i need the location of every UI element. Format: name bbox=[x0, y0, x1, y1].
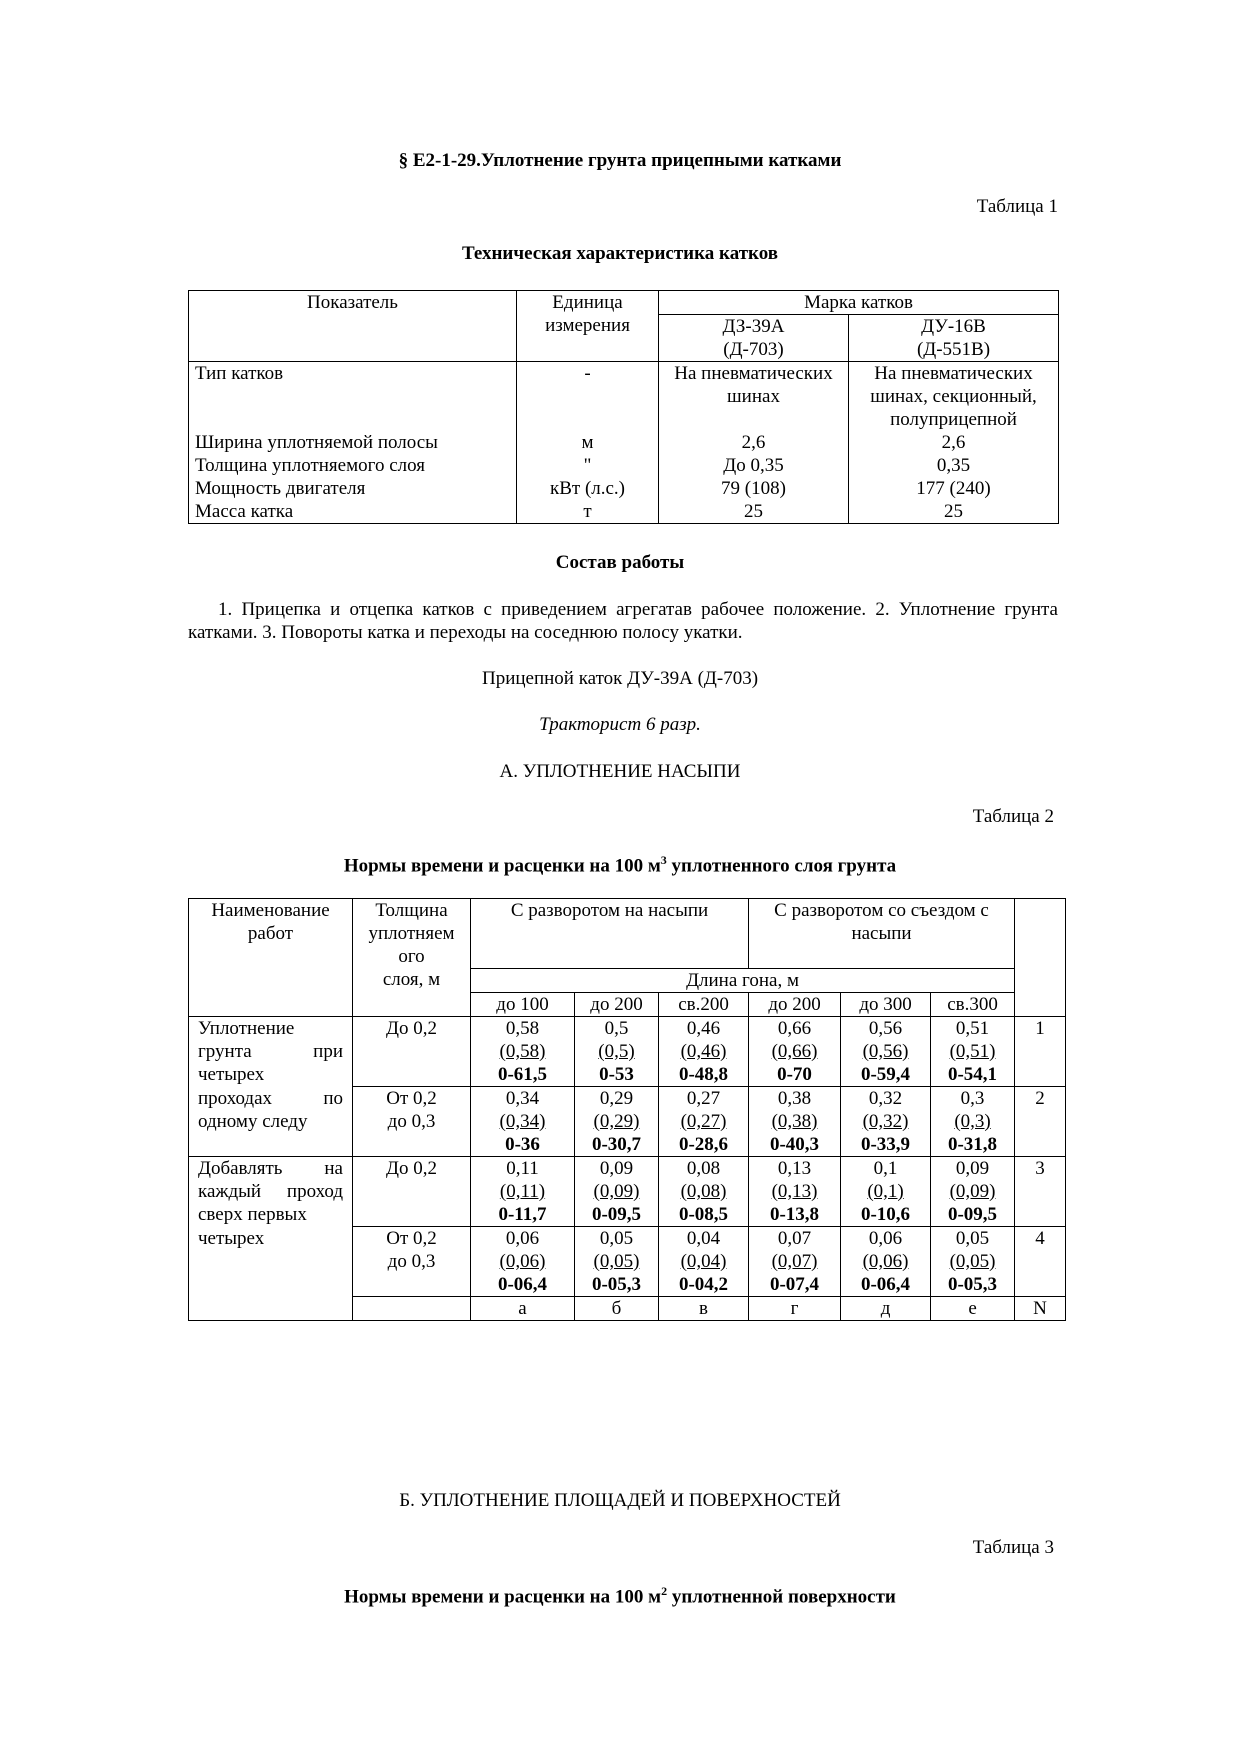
table-row: Ширина уплотняемой полосы м 2,6 2,6 bbox=[189, 431, 1059, 454]
norm-cell: 0,32 (0,32) 0-33,9 bbox=[841, 1087, 931, 1157]
norm-cell: 0,56 (0,56) 0-59,4 bbox=[841, 1017, 931, 1087]
norm-cell: 0,3 (0,3) 0-31,8 bbox=[931, 1087, 1015, 1157]
table-row bbox=[189, 1017, 1066, 1087]
work-description: 1. Прицепка и отцепка катков с приведением агрегатав рабочее положение. 2. Уплотнение грунта катками. 3. Повороты катка и переходы на соседнюю полосу укатки. bbox=[188, 599, 1058, 643]
table2-title: Нормы времени и расценки на 100 $м^3$ уплотненного слоя грунта bbox=[343, 853, 897, 877]
work-title: Состав работы bbox=[555, 552, 685, 573]
table-row bbox=[189, 1227, 1066, 1297]
col-letter: е bbox=[931, 1297, 1015, 1321]
norm-cell: 0,06 (0,06) 0-06,4 bbox=[841, 1227, 931, 1297]
header-work-name: Наименование работ bbox=[189, 899, 353, 1017]
col-header: св.300 bbox=[931, 993, 1015, 1017]
norm-cell: 0,58 (0,58) 0-61,5 bbox=[471, 1017, 575, 1087]
norm-cell: 0,09 (0,09) 0-09,5 bbox=[931, 1157, 1015, 1227]
norm-cell: 0,66 (0,66) 0-70 bbox=[749, 1017, 841, 1087]
section-a-title: А. УПЛОТНЕНИЕ НАСЫПИ bbox=[499, 761, 741, 782]
table2-label: Таблица 2 bbox=[972, 806, 1054, 827]
table-footer-row bbox=[189, 1297, 1066, 1321]
table-row: Тип катков - На пневматических шинах На пневматических шинах, секционный, полуприцепной bbox=[189, 362, 1059, 432]
machine-name: Прицепной каток ДУ-39А (Д-703) bbox=[481, 668, 759, 689]
norm-cell: 0,27 (0,27) 0-28,6 bbox=[659, 1087, 749, 1157]
norm-cell: 0,11 (0,11) 0-11,7 bbox=[471, 1157, 575, 1227]
thickness-cell: До 0,2 bbox=[353, 1157, 471, 1227]
table3-label: Таблица 3 bbox=[972, 1537, 1054, 1558]
norm-cell: 0,13 (0,13) 0-13,8 bbox=[749, 1157, 841, 1227]
col-letter: а bbox=[471, 1297, 575, 1321]
header-group-1: С разворотом на насыпи bbox=[471, 899, 749, 969]
col-header: до 200 bbox=[575, 993, 659, 1017]
header-model-1: ДЗ-39А (Д-703) bbox=[659, 315, 849, 362]
section-b-title: Б. УПЛОТНЕНИЕ ПЛОЩАДЕЙ И ПОВЕРХНОСТЕЙ bbox=[399, 1490, 841, 1511]
header-thickness: Толщина уплотняем ого слоя, м bbox=[353, 899, 471, 1017]
table-row: Масса катка т 25 25 bbox=[189, 500, 1059, 524]
header-number bbox=[1015, 899, 1066, 1017]
col-header: до 300 bbox=[841, 993, 931, 1017]
table1-label: Таблица 1 bbox=[976, 196, 1058, 217]
norm-cell: 0,38 (0,38) 0-40,3 bbox=[749, 1087, 841, 1157]
work-name: четырех bbox=[189, 1227, 353, 1297]
header-group-2: С разворотом со съездом с насыпи bbox=[749, 899, 1015, 969]
row-number: 3 bbox=[1015, 1157, 1066, 1227]
table-row: Мощность двигателя кВт (л.с.) 79 (108) 177 (240) bbox=[189, 477, 1059, 500]
norm-cell: 0,05 (0,05) 0-05,3 bbox=[931, 1227, 1015, 1297]
header-brand: Марка катков bbox=[659, 291, 1059, 315]
table-row: Толщина уплотняемого слоя " До 0,35 0,35 bbox=[189, 454, 1059, 477]
norm-cell: 0,09 (0,09) 0-09,5 bbox=[575, 1157, 659, 1227]
norm-cell: 0,1 (0,1) 0-10,6 bbox=[841, 1157, 931, 1227]
tech-characteristics-table bbox=[188, 290, 1059, 524]
norm-cell: 0,07 (0,07) 0-07,4 bbox=[749, 1227, 841, 1297]
thickness-cell: От 0,2 до 0,3 bbox=[353, 1087, 471, 1157]
crew-composition: Тракторист 6 разр. bbox=[539, 714, 701, 735]
work-name: Добавлять на каждый проход сверх первых bbox=[189, 1157, 353, 1227]
time-norms-table bbox=[188, 898, 1066, 1321]
norm-cell: 0,5 (0,5) 0-53 bbox=[575, 1017, 659, 1087]
norm-cell: 0,06 (0,06) 0-06,4 bbox=[471, 1227, 575, 1297]
row-number: 2 bbox=[1015, 1087, 1066, 1157]
norm-cell: 0,46 (0,46) 0-48,8 bbox=[659, 1017, 749, 1087]
header-unit: Единица измерения bbox=[517, 291, 659, 362]
table-row bbox=[189, 1087, 1066, 1157]
table1-title: Техническая характеристика катков bbox=[461, 243, 779, 264]
col-letter: б bbox=[575, 1297, 659, 1321]
table-row bbox=[189, 1157, 1066, 1227]
header-model-2: ДУ-16В (Д-551В) bbox=[849, 315, 1059, 362]
norm-cell: 0,29 (0,29) 0-30,7 bbox=[575, 1087, 659, 1157]
header-indicator: Показатель bbox=[189, 291, 517, 362]
norm-cell: 0,34 (0,34) 0-36 bbox=[471, 1087, 575, 1157]
thickness-cell: От 0,2 до 0,3 bbox=[353, 1227, 471, 1297]
section-title: § Е2-1-29.Уплотнение грунта прицепными катками bbox=[398, 150, 842, 171]
work-name: Уплотнение грунта при четырех bbox=[189, 1017, 353, 1087]
col-letter: г bbox=[749, 1297, 841, 1321]
col-header: св.200 bbox=[659, 993, 749, 1017]
header-length: Длина гона, м bbox=[471, 969, 1015, 993]
col-letter: N bbox=[1015, 1297, 1066, 1321]
col-header: до 100 bbox=[471, 993, 575, 1017]
norm-cell: 0,51 (0,51) 0-54,1 bbox=[931, 1017, 1015, 1087]
row-number: 1 bbox=[1015, 1017, 1066, 1087]
work-name: проходах по одному следу bbox=[189, 1087, 353, 1157]
row-number: 4 bbox=[1015, 1227, 1066, 1297]
norm-cell: 0,04 (0,04) 0-04,2 bbox=[659, 1227, 749, 1297]
thickness-cell: До 0,2 bbox=[353, 1017, 471, 1087]
col-letter: в bbox=[659, 1297, 749, 1321]
col-header: до 200 bbox=[749, 993, 841, 1017]
table3-title: Нормы времени и расценки на 100 $м^2$ уплотненной поверхности bbox=[344, 1584, 896, 1608]
col-letter: д bbox=[841, 1297, 931, 1321]
norm-cell: 0,05 (0,05) 0-05,3 bbox=[575, 1227, 659, 1297]
norm-cell: 0,08 (0,08) 0-08,5 bbox=[659, 1157, 749, 1227]
